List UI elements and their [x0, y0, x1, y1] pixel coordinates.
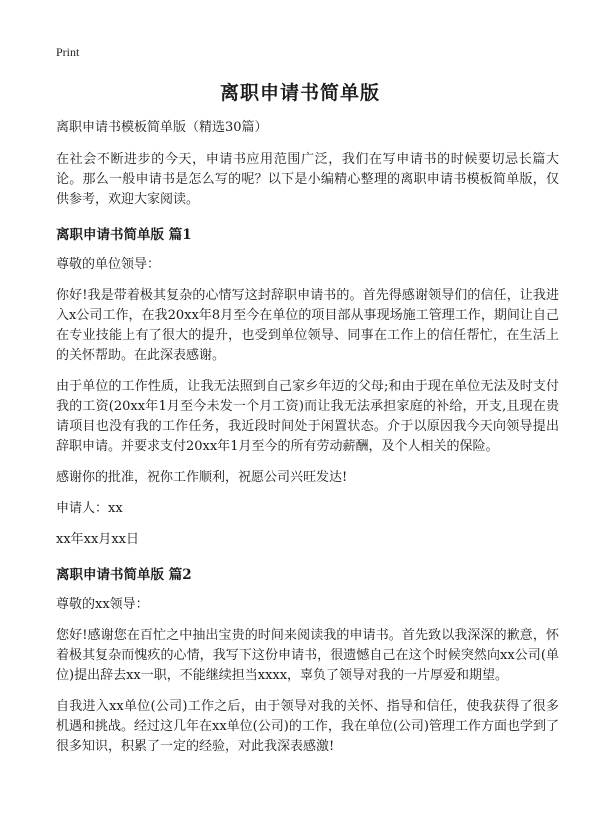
document-subtitle: 离职申请书模板简单版（精选30篇） — [56, 120, 268, 135]
document-title: 离职申请书简单版 — [219, 82, 380, 104]
closing-line: 感谢你的批准，祝你工作顺利，祝愿公司兴旺发达! — [56, 470, 348, 485]
body-paragraph: 由于单位的工作性质，让我无法照到自己家乡年迈的父母;和由于现在单位无法及时支付我的工资(20xx年1月至今未发一个月工资)而让我无法承担家庭的补给，开支,且现在贵请项目也没有我的工作任务，我近段时间处于闲置状态。介于以原因我今天向领导提出辞职申请。并要求支付20xx年1月至今的所有劳动薪酬，及个人相关的保险。 — [56, 379, 559, 454]
body-paragraph: 您好!感谢您在百忙之中抽出宝贵的时间来阅读我的申请书。首先致以我深深的歉意，怀着极其复杂而愧疚的心情，我写下这份申请书，很遗憾自己在这个时候突然向xx公司(单位)提出辞去xx一职，不能继续担当xxxx，辜负了领导对我的一片厚爱和期望。 — [56, 628, 559, 683]
applicant-line: 申请人：xx — [56, 501, 123, 516]
date-line: xx年xx月xx日 — [56, 532, 139, 547]
section-heading-2: 离职申请书简单版 篇2 — [56, 567, 192, 583]
salutation-2: 尊敬的xx领导： — [56, 597, 149, 612]
document-body — [56, 118, 559, 768]
print-link[interactable]: Print — [56, 45, 80, 59]
intro-paragraph: 在社会不断进步的今天，申请书应用范围广泛，我们在写申请书的时候要切忌长篇大论。那么一般申请书是怎么写的呢？以下是小编精心整理的离职申请书模板简单版，仅供参考，欢迎大家阅读。 — [56, 152, 559, 207]
section-heading-1: 离职申请书简单版 篇1 — [56, 227, 192, 243]
body-paragraph: 你好!我是带着极其复杂的心情写这封辞职申请书的。首先得感谢领导们的信任，让我进入x公司工作，在我20xx年8月至今在单位的项目部从事现场施工管理工作，期间让自己在专业技能上有了很大的提升，也受到单位领导、同事在工作上的信任帮忙，在生活上的关怀帮助。在此深表感谢。 — [56, 288, 559, 363]
salutation-1: 尊敬的单位领导： — [56, 257, 161, 272]
body-paragraph: 自我进入xx单位(公司)工作之后，由于领导对我的关怀、指导和信任，使我获得了很多机遇和挑战。经过这几年在xx单位(公司)的工作，我在单位(公司)管理工作方面也学到了很多知识，积累了一定的经验，对此我深表感激! — [56, 699, 559, 754]
